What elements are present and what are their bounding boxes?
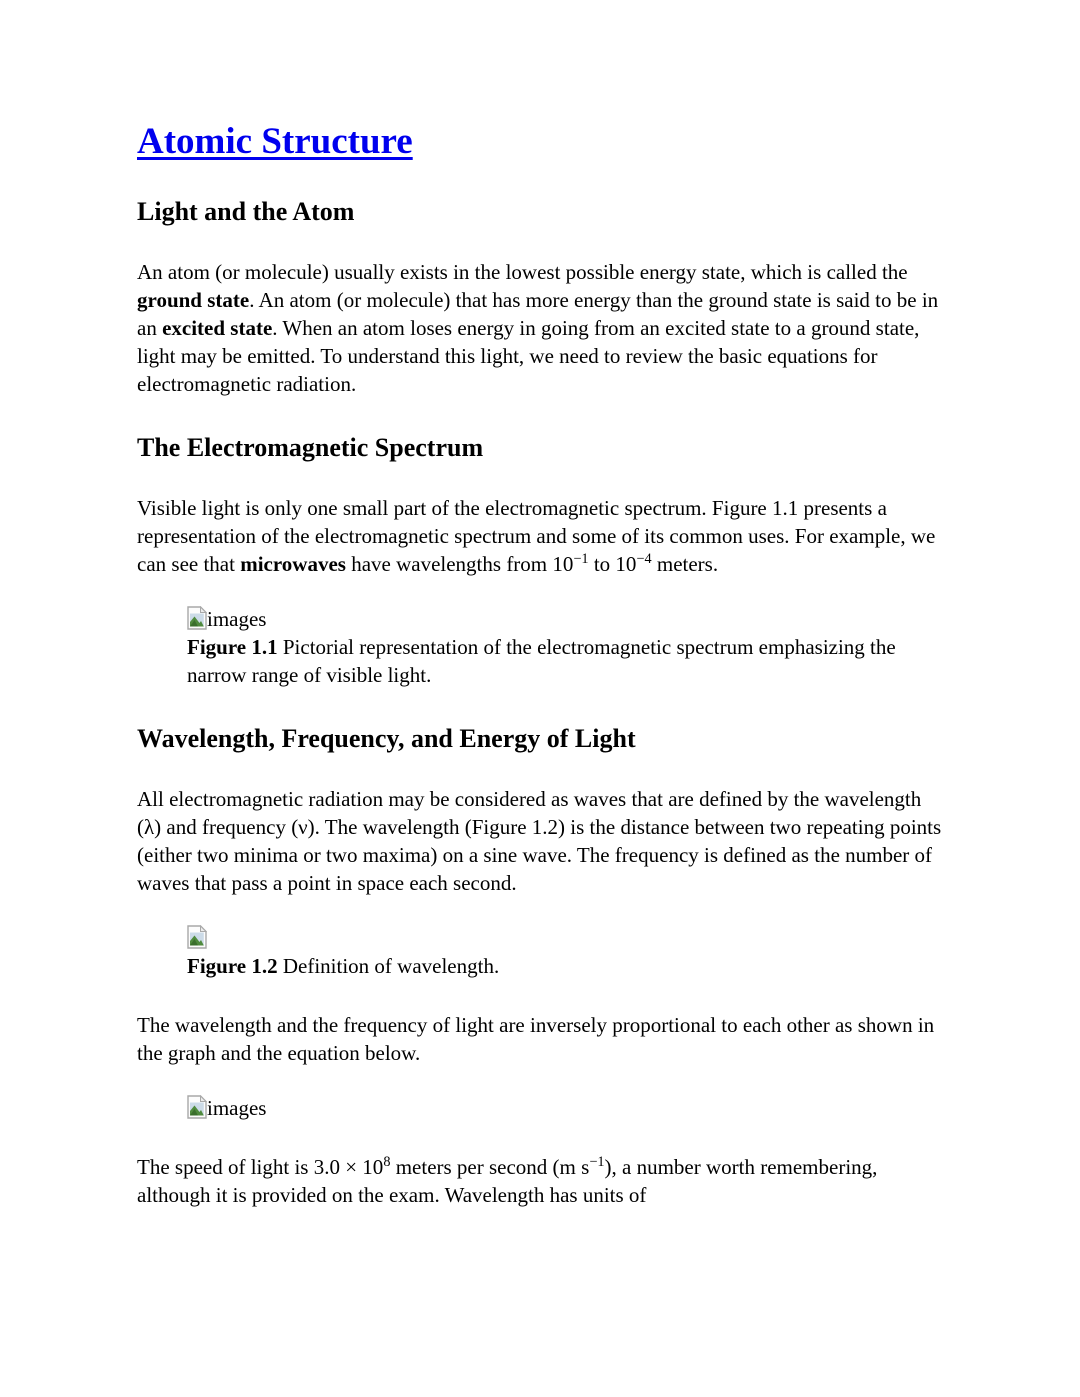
image-alt-text: images [207, 1096, 267, 1121]
figure-1-1-block [187, 605, 943, 689]
broken-image-icon [187, 605, 207, 633]
heading-electromagnetic-spectrum: The Electromagnetic Spectrum [137, 433, 484, 463]
figure-1-1-broken-image-placeholder [187, 605, 943, 633]
paragraph-speed-of-light: The speed of light is $3.0 \times 10^8$ meters per second (m $s^{-1}$), a number worth remembering, although it is provided on the exam. Wavelength has units of [137, 1154, 878, 1208]
figure-1-2-caption: Figure 1.2 Definition of wavelength. [187, 954, 500, 979]
heading-light-and-the-atom: Light and the Atom [137, 197, 355, 227]
paragraph-inverse-proportional: The wavelength and the frequency of light are inversely proportional to each other as shown in the graph and the equation below. [137, 1013, 935, 1066]
equation-broken-image-placeholder [187, 1094, 943, 1122]
figure-1-2-broken-image-placeholder [187, 924, 943, 952]
chapter-title-link[interactable]: Atomic Structure [137, 121, 413, 162]
paragraph-visible-light: Visible light is only one small part of the electromagnetic spectrum. Figure 1.1 presents a representation of the electromagnetic spectrum and some of its common uses. For example, we can see that microwaves have wavelengths from $10^{-1}$ to $10^{-4}$ meters. [137, 496, 936, 577]
heading-wavelength-frequency-energy: Wavelength, Frequency, and Energy of Light [137, 724, 636, 754]
paragraph-waves-defined: All electromagnetic radiation may be considered as waves that are defined by the wavelength (λ) and frequency (ν). The wavelength (Figure 1.2) is the distance between two repeating points (either two minima or two maxima) on a sine wave. The frequency is defined as the number of waves that pass a point in space each second. [137, 787, 942, 896]
image-alt-text: images [207, 607, 267, 632]
figure-1-1-caption: Figure 1.1 Pictorial representation of the electromagnetic spectrum emphasizing the narrow range of visible light. [187, 635, 896, 688]
broken-image-icon [187, 924, 207, 952]
document-content [137, 121, 943, 1209]
chapter-title [137, 121, 943, 162]
broken-image-icon [187, 1094, 207, 1122]
equation-image-block [187, 1094, 943, 1122]
figure-1-2-block [187, 924, 943, 980]
paragraph-ground-excited-state: An atom (or molecule) usually exists in the lowest possible energy state, which is called the ground state. An atom (or molecule) that has more energy than the ground state is said to be in an excited state. When an atom loses energy in going from an excited state to a ground state, light may be emitted. To understand this light, we need to review the basic equations for electromagnetic radiation. [137, 260, 939, 397]
